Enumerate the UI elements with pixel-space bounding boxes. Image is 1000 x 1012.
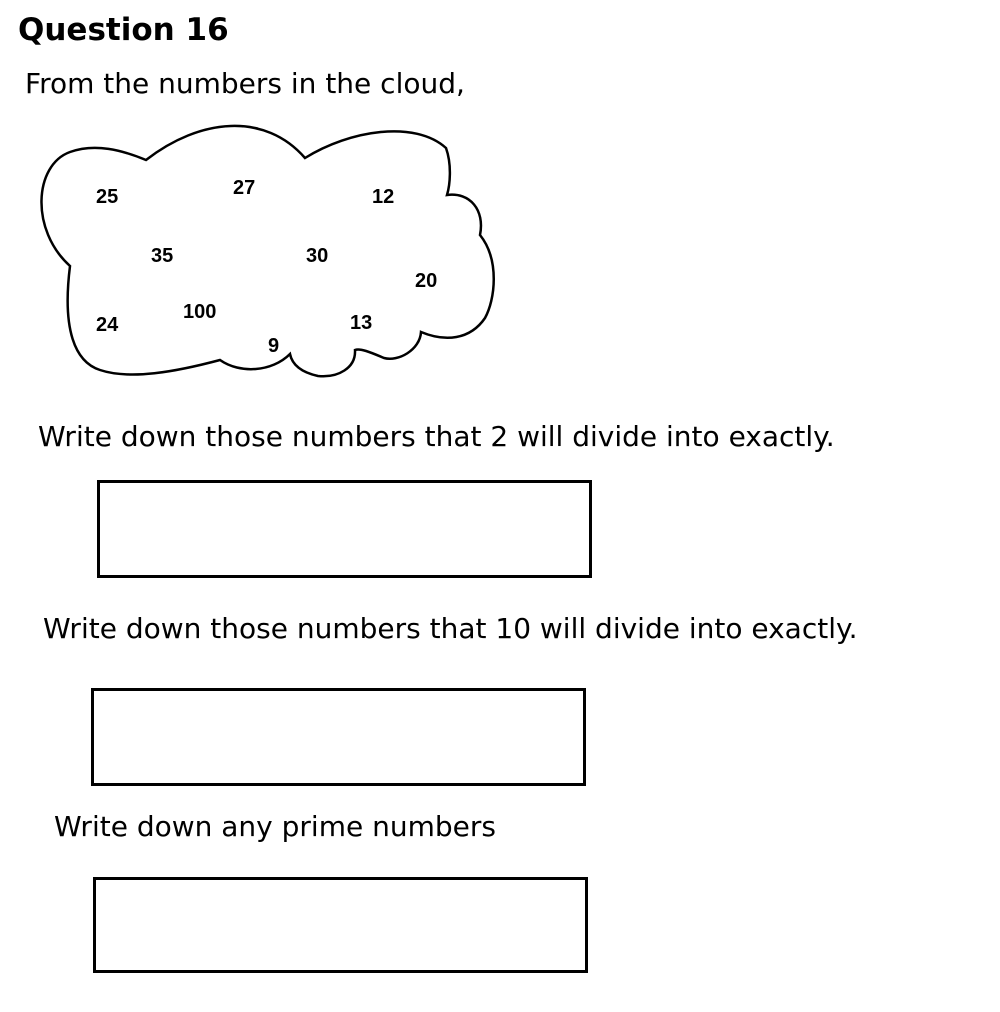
cloud-number: 20	[415, 270, 438, 292]
cloud-number: 12	[372, 186, 395, 208]
prompt-prime-numbers: Write down any prime numbers	[54, 810, 496, 843]
cloud-number: 100	[183, 301, 217, 323]
prompt-divisible-by-2: Write down those numbers that 2 will divide into exactly.	[38, 420, 835, 453]
answer-box-divisible-by-2[interactable]	[97, 480, 592, 578]
answer-box-divisible-by-10[interactable]	[91, 688, 586, 786]
cloud-number: 24	[96, 314, 119, 336]
number-cloud	[0, 0, 1000, 400]
cloud-number: 9	[268, 335, 280, 357]
answer-box-prime-numbers[interactable]	[93, 877, 588, 973]
cloud-number: 13	[350, 312, 373, 334]
question-intro: From the numbers in the cloud,	[25, 67, 465, 100]
cloud-number: 25	[96, 186, 119, 208]
question-title: Question 16	[18, 12, 229, 48]
cloud-number: 27	[233, 177, 256, 199]
cloud-number: 30	[306, 245, 329, 267]
cloud-number: 35	[151, 245, 174, 267]
prompt-divisible-by-10: Write down those numbers that 10 will divide into exactly.	[43, 612, 858, 645]
